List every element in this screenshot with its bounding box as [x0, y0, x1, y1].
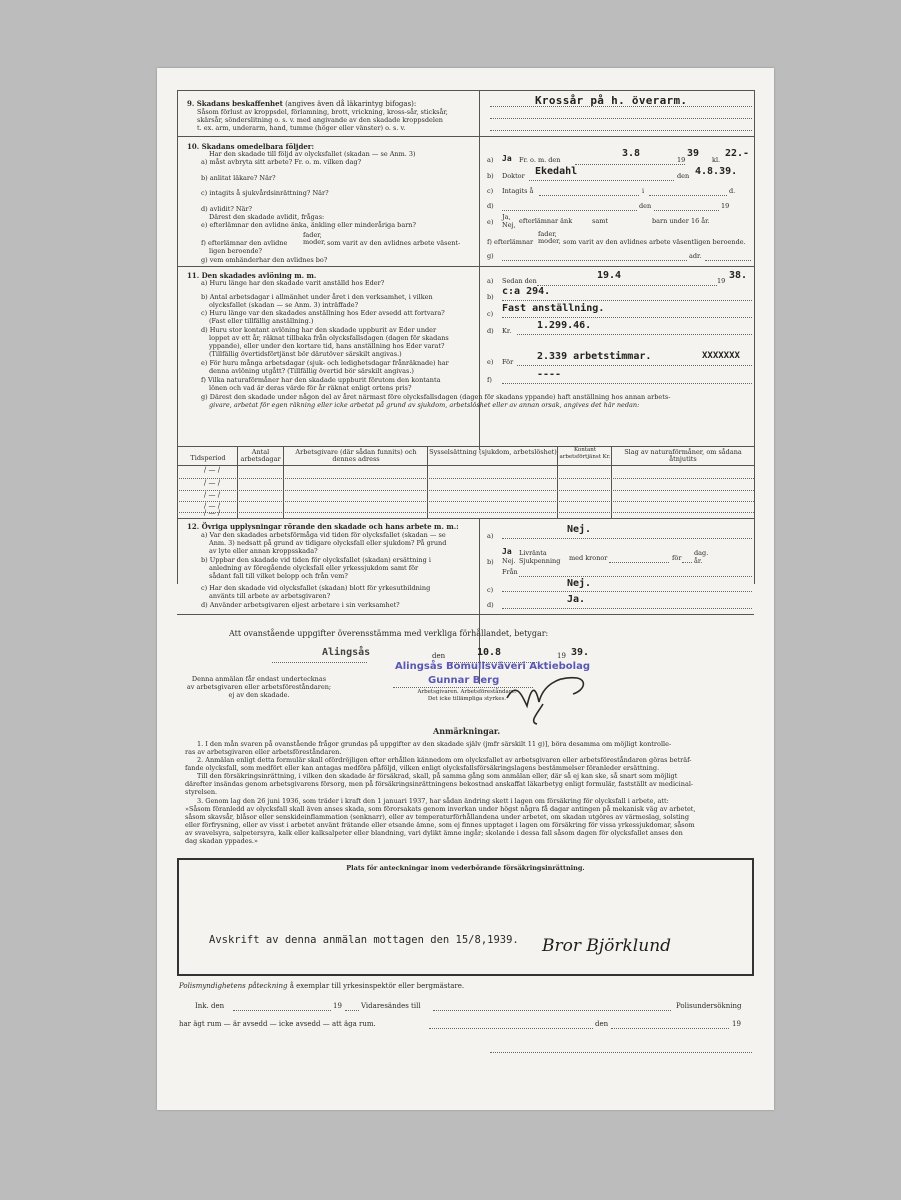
answer-label: g) — [487, 252, 494, 260]
handwritten-signature: Bror Björklund — [542, 936, 672, 956]
training-answer: Nej. — [567, 578, 592, 589]
answer-line — [272, 662, 367, 663]
answer-line — [537, 285, 717, 286]
table-col — [427, 446, 428, 518]
column-divider-lower — [479, 518, 480, 684]
table-row: / — / — [203, 466, 221, 474]
question-text: d) avlidit? När? — [201, 205, 253, 213]
answer-label: e) — [487, 358, 494, 366]
answer-line — [502, 260, 687, 261]
table-row: / — / — [203, 509, 221, 517]
answer-line — [517, 334, 752, 335]
question-text: a) måst avbryta sitt arbete? Fr. o. m. vilken dag? — [201, 158, 362, 166]
answer-label: b) — [487, 293, 494, 301]
answer-label: a) — [487, 277, 494, 285]
doctor-name: Ekedahl — [535, 166, 578, 177]
question-text: f) Vilka naturaförmåner har den skadade uppburit förutom den kontanta — [201, 376, 441, 384]
answer-label: d) — [487, 601, 494, 609]
answer-line — [433, 1010, 671, 1011]
answer-label: b) — [487, 172, 494, 180]
answer-text: den — [639, 202, 652, 210]
note-line: Till den försäkringsinrättning, i vilken den skadade är försäkrad, skall, på samma gång som anmälan eller, där så ej kan ske, så snart som möjligt — [197, 772, 678, 780]
note-line: därefter insändas genom arbetsgivarens försorg, men på försäkringsinrättningens bekostnad anskaffat läkarbetyg enligt formulär, fastställt av medicinal- — [185, 780, 694, 788]
answer-text: år. — [694, 557, 703, 565]
field-label: Vidaresändes till — [361, 1002, 421, 1010]
other-workers-answer: Ja. — [567, 594, 586, 605]
row-line — [177, 512, 754, 513]
table-top — [177, 446, 754, 447]
answer-text: barn under 16 år. — [652, 217, 710, 225]
question-text: givare, arbetat för egen räkning eller icke arbetat på grund av sjukdom, arbetslöshet eller av annan orsak, angives det här nedan: — [209, 401, 640, 409]
row-line — [177, 490, 754, 491]
answer-text: 19 — [717, 277, 726, 285]
frame-top — [177, 90, 754, 91]
answer-text: Nej, — [502, 221, 516, 229]
form-page — [157, 68, 774, 1110]
benefits-answer: ---- — [537, 369, 562, 380]
note-line: 1. I den mån svaren på ovanstående frågor grundas på uppgifter av den skadade själv (jmfr särskilt 11 g)], böra desamma om möjligt kontrolle- — [197, 740, 672, 748]
table-col — [557, 446, 558, 518]
question-text: a) Var den skadades arbetsförmåga vid tiden för olycksfallet (skadan — se — [201, 531, 446, 539]
notes-title: Anmärkningar. — [433, 726, 501, 736]
question-text: sådant fall till vilket belopp och från vem? — [209, 572, 348, 580]
question-text: lönen och vad är deras värde för år räknat enligt ortens pris? — [209, 384, 412, 392]
frame-bottom — [177, 614, 754, 615]
field-label: 19 — [732, 1020, 741, 1028]
question-text: fader, moder, — [303, 231, 326, 246]
signature-year: 39. — [571, 647, 590, 658]
employment-type-answer: Fast anställning. — [502, 303, 605, 314]
struck-option: Ja — [502, 154, 512, 163]
working-days-answer: c:a 294. — [502, 286, 551, 297]
employed-since-date: 19.4 — [597, 270, 622, 281]
question-text: c) Har den skadade vid olycksfallet (skadan) blott för yrkesutbildning — [201, 584, 431, 592]
note-line: av svavelsyra, salpetersyra, kalk eller kalksalpeter eller blandning, vari dylikt ämne ingår; skolande i dessa fall såsom dagen för olycksfallet anses den — [185, 829, 683, 837]
section-11-title: 11. Den skadades avlöning m. m. — [187, 271, 317, 280]
answer-line — [345, 1010, 359, 1011]
work-hours-answer: 2.339 arbetstimmar. — [537, 351, 652, 362]
question-text: g) Därest den skadade under någon del av året närmast före olycksfallsdagen (dagen för skadans yppande) haft anställning hos annan arbets- — [201, 393, 671, 401]
section-divider — [177, 518, 754, 519]
answer-text: Ja, — [502, 213, 511, 221]
field-label: Ink. den — [195, 1002, 225, 1010]
answer-text: Intagits å — [502, 187, 534, 195]
absence-year: 39 — [687, 148, 700, 159]
handwritten-signature — [487, 668, 597, 726]
row-line — [177, 478, 754, 479]
answer-line — [502, 591, 752, 592]
answer-line — [705, 260, 751, 261]
table-header: Sysselsättning (sjukdom, arbetslöshet) — [429, 448, 557, 456]
answer-text: 19 — [557, 652, 566, 660]
question-text: (Fast eller tillfällig anställning.) — [209, 317, 314, 325]
answer-line — [502, 317, 752, 318]
question-text: Därest den skadade avlidit, frågas: — [209, 213, 325, 221]
doctor-visit-date: 4.8.39. — [695, 166, 738, 177]
question-text: olycksfallet (skadan — se Anm. 3) inträffade? — [209, 301, 359, 309]
section-9-line: skärsår, sönderslitning o. s. v. med angivande av den skadade kroppsdelen — [197, 116, 443, 124]
answer-text: kl. — [712, 156, 721, 164]
question-text: Anm. 3) nedsatt på grund av tidigare olycksfall eller sjukdom? På grund — [209, 539, 447, 547]
stamp-name: Gunnar Berg — [428, 675, 500, 686]
signature-place: Alingsås — [322, 647, 371, 658]
struck-option: Ja — [502, 547, 512, 556]
answer-text: för — [672, 554, 682, 562]
answer-line — [502, 210, 637, 211]
section-divider — [177, 136, 754, 137]
receipt-note: Avskrift av denna anmälan mottagen den 15/8,1939. — [209, 934, 519, 946]
note-line: dag skadan yppades.» — [185, 837, 258, 845]
table-row: / — / — [203, 491, 221, 499]
answer-line — [429, 1028, 593, 1029]
answer-text: som varit av den avlidnes arbete väsentligen beroende. — [563, 238, 746, 246]
section-10-title: 10. Skadans omedelbara följder: — [187, 142, 315, 151]
reduced-capacity-answer: Nej. — [567, 524, 592, 535]
note-line: eller förfrysning, eller av visst i arbetet använt frätande eller etsande ämne, som ej finnes upptaget i lagen om försäkring för vissa yrkessjukdomar, såsom — [185, 821, 695, 829]
answer-label: c) — [487, 310, 494, 318]
answer-line — [609, 562, 669, 563]
injury-nature-answer: Krossår på h. överarm. — [535, 94, 688, 107]
field-label: den — [595, 1020, 609, 1028]
table-row: / — / — [203, 479, 221, 487]
answer-line — [575, 164, 685, 165]
answer-label: e) — [487, 218, 494, 226]
section-divider — [177, 266, 754, 267]
note-line: 3. Genom lag den 26 juni 1936, som träder i kraft den 1 januari 1937, har sådan ändring skett i lagen om försäkring för olycksfall i arbete, att: — [197, 797, 669, 805]
table-header-bottom — [177, 465, 754, 466]
answer-text: den — [432, 652, 446, 660]
table-header: Arbetsgivare (där sådan funnits) och dennes adress — [295, 448, 417, 463]
answer-label: d) — [487, 327, 494, 335]
signer-role: Arbetsgivaren. Arbetsföreståndare. — [417, 689, 517, 695]
note-line: 2. Anmälan enligt detta formulär skall ofördröjligen efter erhållen kännedom om olycksfallet av arbetsgivaren eller arbetsföreståndaren göras beträf- — [197, 756, 692, 764]
answer-text: dag. — [694, 549, 709, 557]
answer-line — [502, 383, 752, 384]
question-text: f) efterlämnar den avlidne — [201, 239, 288, 247]
answer-label: b) — [487, 558, 494, 566]
struck-text: XXXXXXX — [702, 351, 740, 361]
answer-text: Doktor — [502, 172, 525, 180]
section-9-title: 9. Skadans beskaffenhet (angives även då läkarintyg bifogas): — [187, 99, 417, 108]
answer-line — [502, 300, 752, 301]
note-line: fande olycksfall, som medfört eller kan antagas medföra påföljd, vilken enligt olycksfallsförsäkringslagens bestämmelser föranleder ersättning. — [185, 764, 660, 772]
section-12-title: 12. Övriga upplysningar rörande den skadade och hans arbete m. m.: — [187, 522, 459, 531]
question-text: d) Använder arbetsgivaren eljest arbetare i sin verksamhet? — [201, 601, 400, 609]
question-text: som varit av den avlidnes arbete väsent- — [327, 239, 461, 247]
answer-line — [490, 1052, 752, 1053]
answer-text: d. — [729, 187, 736, 195]
answer-text: Sedan den — [502, 277, 537, 285]
answer-text: Livränta — [519, 549, 547, 557]
table-col — [283, 446, 284, 518]
question-text: a) Huru länge har den skadade varit anställd hos Eder? — [201, 279, 385, 287]
question-text: c) Huru länge var den skadades anställning hos Eder avsedd att fortvara? — [201, 309, 445, 317]
answer-line — [649, 195, 727, 196]
answer-label: a) — [487, 532, 494, 540]
field-label: 19 — [333, 1002, 342, 1010]
question-text: g) vem omhänderhar den avlidnes bo? — [201, 256, 328, 264]
question-text: b) Uppbar den skadade vid tiden för olycksfallet (skadan) ersättning i — [201, 556, 431, 564]
table-row: / — / — [203, 502, 221, 510]
row-line — [177, 501, 754, 502]
answer-text: efterlämnar änk — [519, 217, 573, 225]
signer-role-note: Det icke tillämpliga styrkes. — [427, 696, 507, 702]
answer-line — [517, 365, 752, 366]
question-text: e) För huru många arbetsdagar (sjuk- och ledighetsdagar frånräknade) har — [201, 359, 449, 367]
answer-label: c) — [487, 187, 494, 195]
answer-text: adr. — [689, 252, 702, 260]
section-9-line: Såsom förlust av kroppsdel, förlamning, brott, vrickning, kross-sår, sticksår, — [197, 108, 448, 116]
question-text: loppet av ett år, räknat tillbaka från olycksfallsdagen (dagen för skadans — [209, 334, 449, 342]
answer-text: samt — [592, 217, 608, 225]
answer-line — [490, 130, 752, 131]
insurance-notes-box — [177, 858, 754, 976]
question-text: av lyte eller annan kroppsskada? — [209, 547, 318, 555]
police-title: Polismyndighetens påteckning å exemplar till yrkesinspektör eller bergmästare. — [179, 982, 465, 990]
answer-text: 19 — [677, 156, 686, 164]
answer-line — [529, 180, 674, 181]
answer-line — [519, 576, 752, 577]
note-line: »Såsom föranledd av olycksfall skall även anses skada, som förorsakats genom inverkan under högst några få dagar antingen på mekanisk väg av arbetet, — [185, 805, 696, 813]
answer-text: Från — [502, 568, 518, 576]
field-label: har ägt rum — är avsedd — icke avsedd — att äga rum. — [179, 1020, 376, 1028]
answer-line — [502, 608, 752, 609]
attestation-text: Att ovanstående uppgifter överensstämma med verkliga förhållandet, betygar: — [229, 629, 549, 638]
signing-note: Denna anmälan får endast undertecknas — [191, 675, 327, 683]
table-header: Tidsperiod — [190, 454, 226, 462]
question-text: anledning av föregående olycksfall eller yrkessjukdom samt för — [209, 564, 419, 572]
answer-text: Fr. o. m. den — [519, 156, 561, 164]
answer-line — [502, 538, 752, 539]
note-line: såsom skavsår, blåsor eller senskideinflammation (senknarr), eller av temperaturförhållandena under arbetet, om skadan utgöres av värmeslag, solsting — [185, 813, 689, 821]
signing-note: ej av den skadade. — [228, 691, 290, 699]
answer-label: a) — [487, 156, 494, 164]
answer-text: med kronor — [569, 554, 608, 562]
question-text: b) anlitat läkare? När? — [201, 174, 276, 182]
answer-line — [682, 562, 692, 563]
answer-text: Kr. — [502, 327, 512, 335]
answer-text: i — [642, 187, 645, 195]
note-line: ras av arbetsgivaren eller arbetsföreståndaren. — [185, 748, 342, 756]
answer-label: d) — [487, 202, 494, 210]
question-text: ligen beroende? — [209, 247, 262, 255]
answer-line — [539, 195, 639, 196]
section-9-line: t. ex. arm, underarm, hand, tumme (höger eller vänster) o. s. v. — [197, 124, 406, 132]
note-line: styrelsen. — [185, 788, 218, 796]
signing-note: av arbetsgivaren eller arbetsföreståndaren; — [186, 683, 332, 691]
absence-start-date: 3.8 — [622, 148, 641, 159]
answer-text: Sjukpenning — [519, 557, 561, 565]
question-text: (Tillfällig övertidsförtjänst bör därutöver särskilt angivas.) — [209, 350, 402, 358]
table-header: Antal arbetsdagar — [240, 448, 281, 463]
answer-label: c) — [487, 586, 494, 594]
frame-left — [177, 90, 178, 584]
signature-date: 10.8 — [477, 647, 502, 658]
frame-right — [754, 90, 755, 584]
table-header: Kontant arbetsförtjänst Kr. — [559, 447, 611, 460]
absence-time: 22.- — [725, 148, 750, 159]
answer-text: För — [502, 358, 514, 366]
answer-line — [654, 210, 719, 211]
answer-label: f) — [487, 376, 492, 384]
wage-answer: 1.299.46. — [537, 320, 592, 331]
question-text: d) Huru stor kontant avlöning har den skadade uppburit av Eder under — [201, 326, 437, 334]
answer-line — [611, 1028, 729, 1029]
answer-line — [233, 1010, 331, 1011]
question-text: Har den skadade till följd av olycksfallet (skadan — se Anm. 3) — [209, 150, 416, 158]
question-text: c) intagits å sjukvårdsinrättning? När? — [201, 189, 329, 197]
answer-line — [490, 106, 752, 107]
employed-since-year: 38. — [729, 270, 748, 281]
table-col — [611, 446, 612, 518]
answer-text: den — [677, 172, 690, 180]
question-text: b) Antal arbetsdagar i allmänhet under året i den verksamhet, i vilken — [201, 293, 433, 301]
company-stamp: Alingsås Bomullsväveri Aktiebolag — [395, 661, 590, 672]
answer-label: f) efterlämnar — [487, 238, 534, 246]
question-text: använts till arbete av arbetsgivaren? — [209, 592, 331, 600]
question-text: yppande), eller under den kortare tid, hans anställning hos Eder varat? — [209, 342, 445, 350]
question-text: e) efterlämnar den avlidne änka, änkling eller minderåriga barn? — [201, 221, 416, 229]
question-text: denna avlöning utgått? (Tillfällig övertid bör särskilt angivas.) — [209, 367, 414, 375]
box-title: Plats för anteckningar inom vederbörande försäkringsinrättning. — [346, 864, 585, 872]
answer-line — [490, 118, 752, 119]
table-header: Slag av naturaförmåner, om sådana åtnjutits — [624, 448, 742, 463]
field-label: Polisundersökning — [676, 1002, 742, 1010]
answer-text: 19 — [721, 202, 730, 210]
answer-text: fader, moder, — [538, 230, 561, 245]
answer-text: Nej. — [502, 557, 516, 565]
